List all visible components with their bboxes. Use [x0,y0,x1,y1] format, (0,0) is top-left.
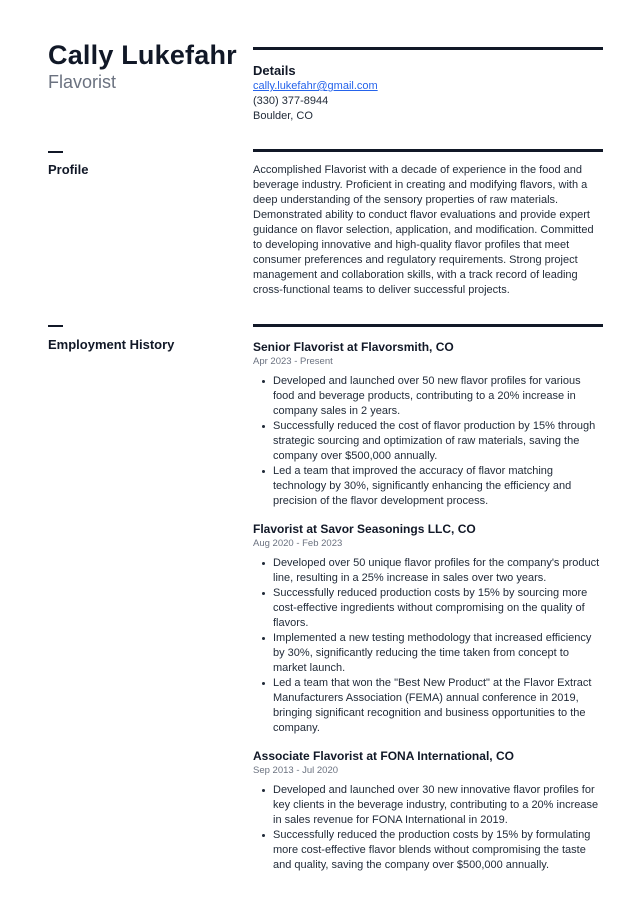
job-bullet: Successfully reduced the cost of flavor production by 15% through strategic sourcing and optimization of raw materials, saving the company over $500,000 annually. [253,419,605,464]
employment-title: Employment History [48,337,175,352]
location-text: Boulder, CO [253,110,313,122]
job-entry [253,521,605,736]
job-title: Senior Flavorist at Flavorsmith, CO [253,340,454,354]
profile-text: Accomplished Flavorist with a decade of experience in the food and beverage industry. Proficient in creating and modifying flavors, with a deep understanding of the sensory properties of raw materials. Demonstrated ability to conduct flavor evaluations and provide expert guidance on flavor selection, application, and modification. Committed to developing innovative and high-quality flavor profiles that meet consumer preferences and regulatory requirements. Strong project management and collaboration skills, with a track record of leading cross-functional teams to deliver successful projects. [253,164,594,296]
details-title: Details [253,63,296,78]
job-bullet: Developed over 50 unique flavor profiles for the company's product line, resulting in a 25% increase in sales over two years. [253,556,605,586]
email-link[interactable]: cally.lukefahr@gmail.com [253,80,378,92]
job-bullets [253,556,605,736]
job-entry [253,339,605,509]
job-bullet: Implemented a new testing methodology that increased efficiency by 30%, significantly reducing the time taken from concept to market launch. [253,631,605,676]
job-bullet: Successfully reduced production costs by 15% by sourcing more cost-effective ingredients without compromising on the quality of flavors. [253,586,605,631]
job-bullets [253,374,605,509]
job-bullets [253,783,605,873]
job-bullet: Developed and launched over 30 new innovative flavor profiles for key clients in the beverage industry, contributing to a 20% increase in sales revenue for FONA International in 2019. [253,783,605,828]
resume-name: Cally Lukefahr [48,40,237,70]
jobs-list [253,339,605,885]
profile-title: Profile [48,162,89,177]
details-rule [253,47,603,50]
job-title: Associate Flavorist at FONA International, CO [253,749,514,763]
job-bullet: Led a team that won the "Best New Product" at the Flavor Extract Manufacturers Association (FEMA) annual conference in 2019, bringing significant recognition and business opportunities to the company. [253,676,605,736]
resume-role: Flavorist [48,72,117,92]
employment-rule [253,324,603,327]
job-bullet: Developed and launched over 50 new flavor profiles for various food and beverage products, contributing to a 20% increase in company sales in 2 years. [253,374,605,419]
employment-dash [48,325,63,327]
job-dates: Apr 2023 - Present [253,356,333,367]
job-entry [253,748,605,873]
profile-dash [48,151,63,153]
job-dates: Aug 2020 - Feb 2023 [253,538,343,549]
profile-rule [253,149,603,152]
job-bullet: Led a team that improved the accuracy of flavor matching technology by 30%, significantly enhancing the efficiency and precision of the flavor development process. [253,464,605,509]
job-title: Flavorist at Savor Seasonings LLC, CO [253,522,476,536]
job-dates: Sep 2013 - Jul 2020 [253,765,339,776]
phone-text: (330) 377-8944 [253,95,329,107]
job-bullet: Successfully reduced the production costs by 15% by formulating more cost-effective flavor blends without compromising the taste and quality, saving the company over $500,000 annually. [253,828,605,873]
